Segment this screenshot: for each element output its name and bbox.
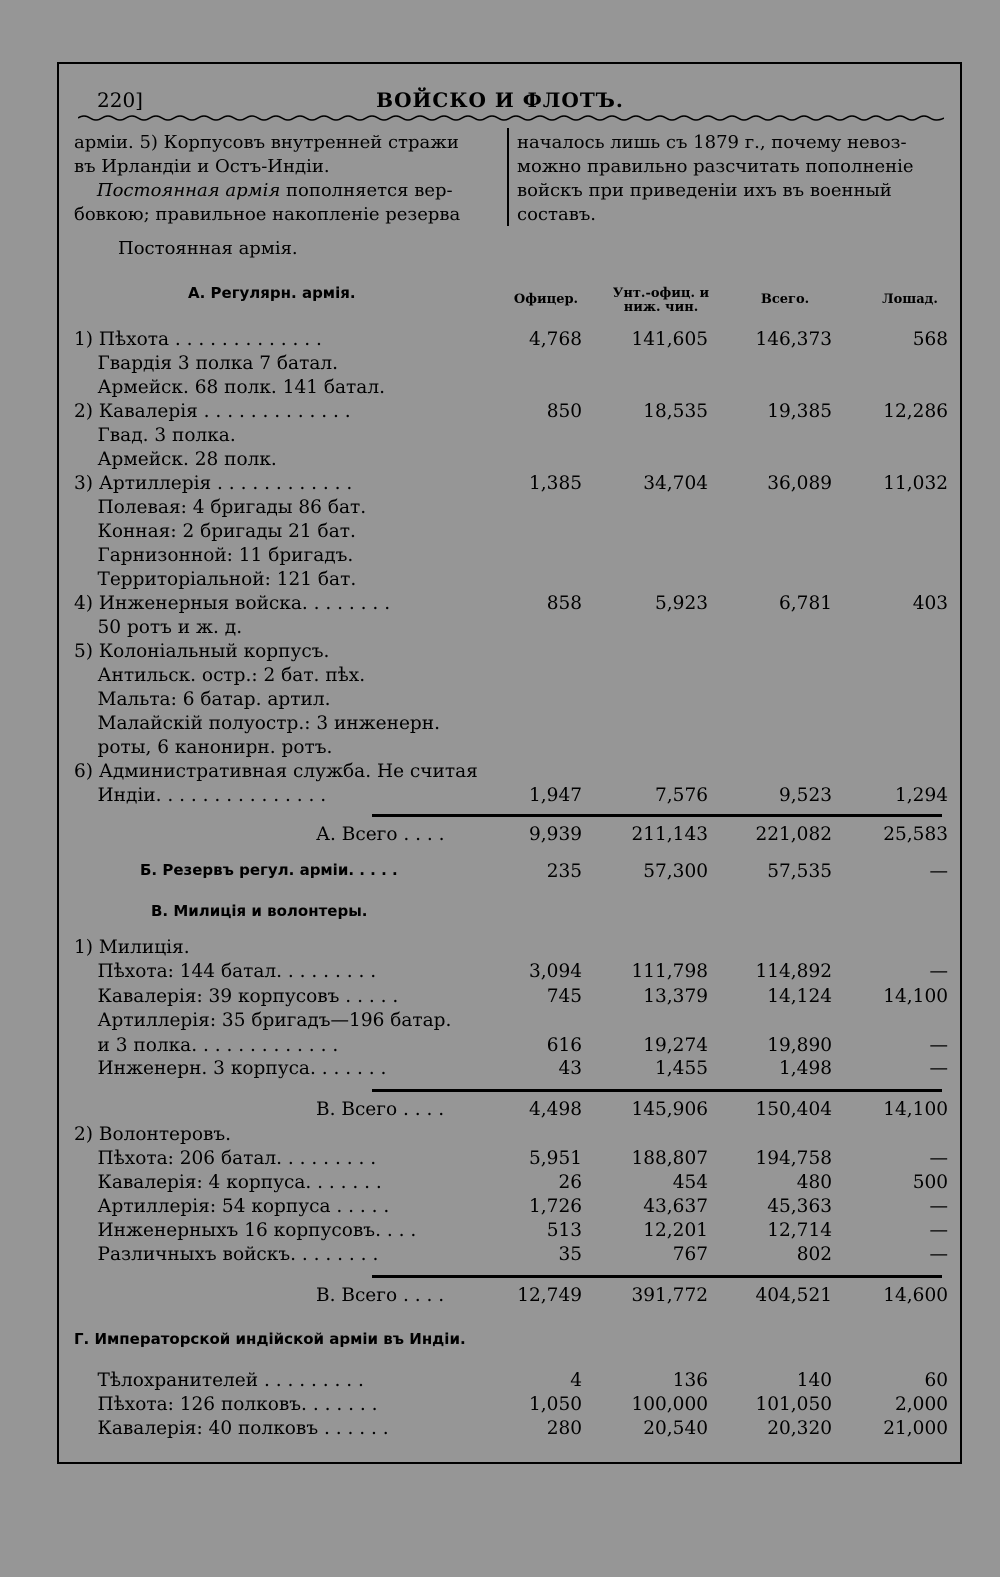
- table-row: [0, 1058, 1000, 1082]
- column-divider: [507, 128, 509, 226]
- row-label: Территоріальной: 121 бат.: [74, 569, 357, 590]
- cell-horses: —: [929, 961, 948, 982]
- cell-horses: 11,032: [883, 473, 948, 494]
- row-label: Индіи. . . . . . . . . . . . . . .: [74, 785, 327, 806]
- table-row: [0, 1196, 1000, 1220]
- cell-officers: 3,094: [529, 961, 582, 982]
- intro-right-line: войскъ при приведеніи ихъ въ военный: [517, 180, 892, 201]
- table-row: [0, 449, 1000, 473]
- cell-officers: 513: [546, 1220, 582, 1241]
- cell-total: 140: [796, 1370, 832, 1391]
- row-label: Полевая: 4 бригады 86 бат.: [74, 497, 367, 518]
- cell-ranks: 145,906: [631, 1099, 708, 1120]
- cell-officers: 1,726: [529, 1196, 582, 1217]
- table-row: [0, 617, 1000, 641]
- table-row: [0, 329, 1000, 353]
- cell-ranks: 136: [672, 1370, 708, 1391]
- table-row: [0, 961, 1000, 985]
- intro-left-line: арміи. 5) Корпусовъ внутренней стражи: [74, 132, 459, 153]
- row-label: 2) Кавалерія . . . . . . . . . . . . .: [74, 401, 351, 422]
- heading-a: А. Регулярн. армія.: [188, 284, 356, 302]
- cell-officers: 4,498: [529, 1099, 582, 1120]
- wavy-divider: [78, 114, 944, 122]
- row-label: Артиллерія: 54 корпуса . . . . .: [74, 1196, 390, 1217]
- cell-total: 19,890: [767, 1035, 832, 1056]
- table-row: [0, 1285, 1000, 1309]
- row-label: Малайскій полуостр.: 3 инженерн.: [74, 713, 440, 734]
- table-row: [0, 1172, 1000, 1196]
- cell-total: 36,089: [767, 473, 832, 494]
- heading-v: В. Милиція и волонтеры.: [151, 902, 368, 920]
- cell-ranks: 141,605: [631, 329, 708, 350]
- row-label: 1) Пѣхота . . . . . . . . . . . . .: [74, 329, 322, 350]
- cell-horses: 12,286: [883, 401, 948, 422]
- cell-horses: 14,600: [883, 1285, 948, 1306]
- cell-officers: 9,939: [529, 824, 582, 845]
- table-row: [0, 1418, 1000, 1442]
- intro-italic-term: Постоянная армія: [96, 180, 281, 201]
- row-label: 3) Артиллерія . . . . . . . . . . . .: [74, 473, 353, 494]
- cell-total: 6,781: [779, 593, 832, 614]
- cell-ranks: 454: [672, 1172, 708, 1193]
- cell-total: 45,363: [767, 1196, 832, 1217]
- col-head-horses: Лошад.: [882, 292, 938, 307]
- cell-ranks: 391,772: [631, 1285, 708, 1306]
- sum-rule: [372, 814, 942, 817]
- cell-horses: —: [929, 1244, 948, 1265]
- cell-ranks: 57,300: [643, 861, 708, 882]
- table-row: [0, 689, 1000, 713]
- table-row: [0, 785, 1000, 809]
- cell-horses: —: [929, 861, 948, 882]
- table-row: [0, 986, 1000, 1010]
- intro-right-line: составъ.: [517, 204, 596, 225]
- intro-left-line: въ Ирландіи и Остъ-Индіи.: [74, 156, 330, 177]
- table-row: [0, 377, 1000, 401]
- sum-rule: [372, 1275, 942, 1278]
- table-row: [0, 1099, 1000, 1123]
- cell-total: 14,124: [767, 986, 832, 1007]
- row-label: Гарнизонной: 11 бригадъ.: [74, 545, 354, 566]
- col-head-total: Всего.: [760, 292, 810, 307]
- cell-officers: 235: [546, 861, 582, 882]
- col-head-officers: Офицер.: [513, 292, 579, 307]
- cell-total: 57,535: [767, 861, 832, 882]
- cell-officers: 1,385: [529, 473, 582, 494]
- row-label: Гвардія 3 полка 7 батал.: [74, 353, 338, 374]
- intro-left-line-rest: пополняется вер-: [280, 180, 453, 201]
- row-label: Кавалерія: 39 корпусовъ . . . . .: [74, 986, 399, 1007]
- table-row: [0, 1035, 1000, 1059]
- row-label: Б. Резервъ регул. арміи. . . . .: [140, 861, 398, 879]
- cell-ranks: 5,923: [655, 593, 708, 614]
- cell-total: 194,758: [755, 1148, 832, 1169]
- table-row: [0, 593, 1000, 617]
- table-row: [0, 353, 1000, 377]
- cell-ranks: 12,201: [643, 1220, 708, 1241]
- cell-ranks: 211,143: [631, 824, 708, 845]
- row-label: Гвад. 3 полка.: [74, 425, 236, 446]
- cell-horses: —: [929, 1220, 948, 1241]
- cell-horses: —: [929, 1035, 948, 1056]
- cell-ranks: 18,535: [643, 401, 708, 422]
- cell-horses: 403: [912, 593, 948, 614]
- table-row: [0, 861, 1000, 885]
- table-row: [0, 497, 1000, 521]
- cell-horses: 1,294: [895, 785, 948, 806]
- cell-officers: 280: [546, 1418, 582, 1439]
- cell-ranks: 43,637: [643, 1196, 708, 1217]
- intro-right-line: можно правильно разсчитать пополненіе: [517, 156, 914, 177]
- table-row: [0, 1010, 1000, 1034]
- row-label: Конная: 2 бригады 21 бат.: [74, 521, 356, 542]
- row-label: Тѣлохранителей . . . . . . . . .: [74, 1370, 364, 1391]
- table-row: [0, 401, 1000, 425]
- row-label: Кавалерія: 4 корпуса. . . . . . .: [74, 1172, 382, 1193]
- page-title: ВОЙСКО И ФЛОТЪ.: [376, 88, 624, 112]
- cell-total: 1,498: [779, 1058, 832, 1079]
- table-row: [0, 545, 1000, 569]
- table-row: [0, 761, 1000, 785]
- intro-left-column: [74, 131, 504, 227]
- cell-ranks: 20,540: [643, 1418, 708, 1439]
- cell-total: 221,082: [755, 824, 832, 845]
- table-row: [0, 665, 1000, 689]
- row-label: В. Всего . . . .: [316, 1099, 445, 1120]
- cell-officers: 858: [546, 593, 582, 614]
- row-label: Армейск. 28 полк.: [74, 449, 277, 470]
- row-label: В. Всего . . . .: [316, 1285, 445, 1306]
- intro-right-column: [517, 131, 957, 227]
- row-label: Пѣхота: 206 батал. . . . . . . . .: [74, 1148, 377, 1169]
- cell-ranks: 13,379: [643, 986, 708, 1007]
- table-row: [0, 473, 1000, 497]
- section-title: Постоянная армія.: [118, 238, 298, 259]
- cell-officers: 4: [570, 1370, 582, 1391]
- table-row: [0, 425, 1000, 449]
- row-label: Кавалерія: 40 полковъ . . . . . .: [74, 1418, 389, 1439]
- intro-left-line: бовкою; правильное накопленіе резерва: [74, 204, 461, 225]
- row-label: 1) Милиція.: [74, 937, 190, 958]
- cell-ranks: 19,274: [643, 1035, 708, 1056]
- row-label: Пѣхота: 144 батал. . . . . . . . .: [74, 961, 377, 982]
- table-row: [0, 521, 1000, 545]
- row-label: А. Всего . . . .: [316, 824, 445, 845]
- cell-horses: 14,100: [883, 1099, 948, 1120]
- cell-horses: 25,583: [883, 824, 948, 845]
- cell-total: 802: [796, 1244, 832, 1265]
- table-row: [0, 641, 1000, 665]
- cell-ranks: 100,000: [631, 1394, 708, 1415]
- intro-left-line: [74, 179, 504, 203]
- cell-ranks: 1,455: [655, 1058, 708, 1079]
- row-label: Инженерныхъ 16 корпусовъ. . . .: [74, 1220, 417, 1241]
- cell-horses: 14,100: [883, 986, 948, 1007]
- row-label: Артиллерія: 35 бригадъ—196 батар.: [74, 1010, 452, 1031]
- cell-officers: 35: [558, 1244, 582, 1265]
- row-label: Армейск. 68 полк. 141 батал.: [74, 377, 385, 398]
- row-label: Различныхъ войскъ. . . . . . . .: [74, 1244, 379, 1265]
- sum-rule: [372, 1089, 942, 1092]
- cell-total: 12,714: [767, 1220, 832, 1241]
- cell-ranks: 111,798: [631, 961, 708, 982]
- heading-g: Г. Императорской индійской арміи въ Индіи.: [74, 1330, 466, 1348]
- cell-total: 9,523: [779, 785, 832, 806]
- table-row: [0, 569, 1000, 593]
- page-number: 220]: [97, 88, 143, 112]
- cell-total: 19,385: [767, 401, 832, 422]
- cell-horses: —: [929, 1148, 948, 1169]
- row-label: 2) Волонтеровъ.: [74, 1124, 232, 1145]
- row-label: Антильск. остр.: 2 бат. пѣх.: [74, 665, 366, 686]
- cell-total: 150,404: [755, 1099, 832, 1120]
- cell-officers: 850: [546, 401, 582, 422]
- col-head-ranks: Унт.-офиц. и ниж. чин.: [612, 286, 710, 315]
- cell-officers: 1,947: [529, 785, 582, 806]
- cell-horses: 60: [924, 1370, 948, 1391]
- cell-officers: 745: [546, 986, 582, 1007]
- cell-ranks: 188,807: [631, 1148, 708, 1169]
- cell-total: 20,320: [767, 1418, 832, 1439]
- table-row: [0, 1394, 1000, 1418]
- cell-total: 146,373: [755, 329, 832, 350]
- table-row: [0, 713, 1000, 737]
- cell-horses: —: [929, 1058, 948, 1079]
- row-label: 50 ротъ и ж. д.: [74, 617, 243, 638]
- row-label: Пѣхота: 126 полковъ. . . . . . .: [74, 1394, 378, 1415]
- table-row: [0, 824, 1000, 848]
- cell-officers: 1,050: [529, 1394, 582, 1415]
- cell-officers: 43: [558, 1058, 582, 1079]
- table-row: [0, 737, 1000, 761]
- table-row: [0, 1244, 1000, 1268]
- cell-ranks: 34,704: [643, 473, 708, 494]
- cell-officers: 12,749: [517, 1285, 582, 1306]
- row-label: Инженерн. 3 корпуса. . . . . . .: [74, 1058, 387, 1079]
- cell-officers: 5,951: [529, 1148, 582, 1169]
- cell-horses: 568: [912, 329, 948, 350]
- row-label: Мальта: 6 батар. артил.: [74, 689, 331, 710]
- table-row: [0, 1124, 1000, 1148]
- cell-total: 480: [796, 1172, 832, 1193]
- cell-total: 114,892: [755, 961, 832, 982]
- cell-ranks: 7,576: [655, 785, 708, 806]
- table-row: [0, 1148, 1000, 1172]
- cell-total: 101,050: [755, 1394, 832, 1415]
- row-label: 5) Колоніальный корпусъ.: [74, 641, 330, 662]
- cell-horses: —: [929, 1196, 948, 1217]
- cell-horses: 21,000: [883, 1418, 948, 1439]
- row-label: роты, 6 канонирн. ротъ.: [74, 737, 333, 758]
- cell-officers: 616: [546, 1035, 582, 1056]
- table-row: [0, 1220, 1000, 1244]
- row-label: и 3 полка. . . . . . . . . . . . .: [74, 1035, 339, 1056]
- cell-horses: 500: [912, 1172, 948, 1193]
- cell-total: 404,521: [755, 1285, 832, 1306]
- table-row: [0, 937, 1000, 961]
- row-label: 4) Инженерныя войска. . . . . . . .: [74, 593, 391, 614]
- cell-horses: 2,000: [895, 1394, 948, 1415]
- intro-right-line: началось лишь съ 1879 г., почему невоз-: [517, 132, 907, 153]
- cell-officers: 26: [558, 1172, 582, 1193]
- table-row: [0, 1370, 1000, 1394]
- cell-officers: 4,768: [529, 329, 582, 350]
- row-label: 6) Административная служба. Не считая: [74, 761, 478, 782]
- cell-ranks: 767: [672, 1244, 708, 1265]
